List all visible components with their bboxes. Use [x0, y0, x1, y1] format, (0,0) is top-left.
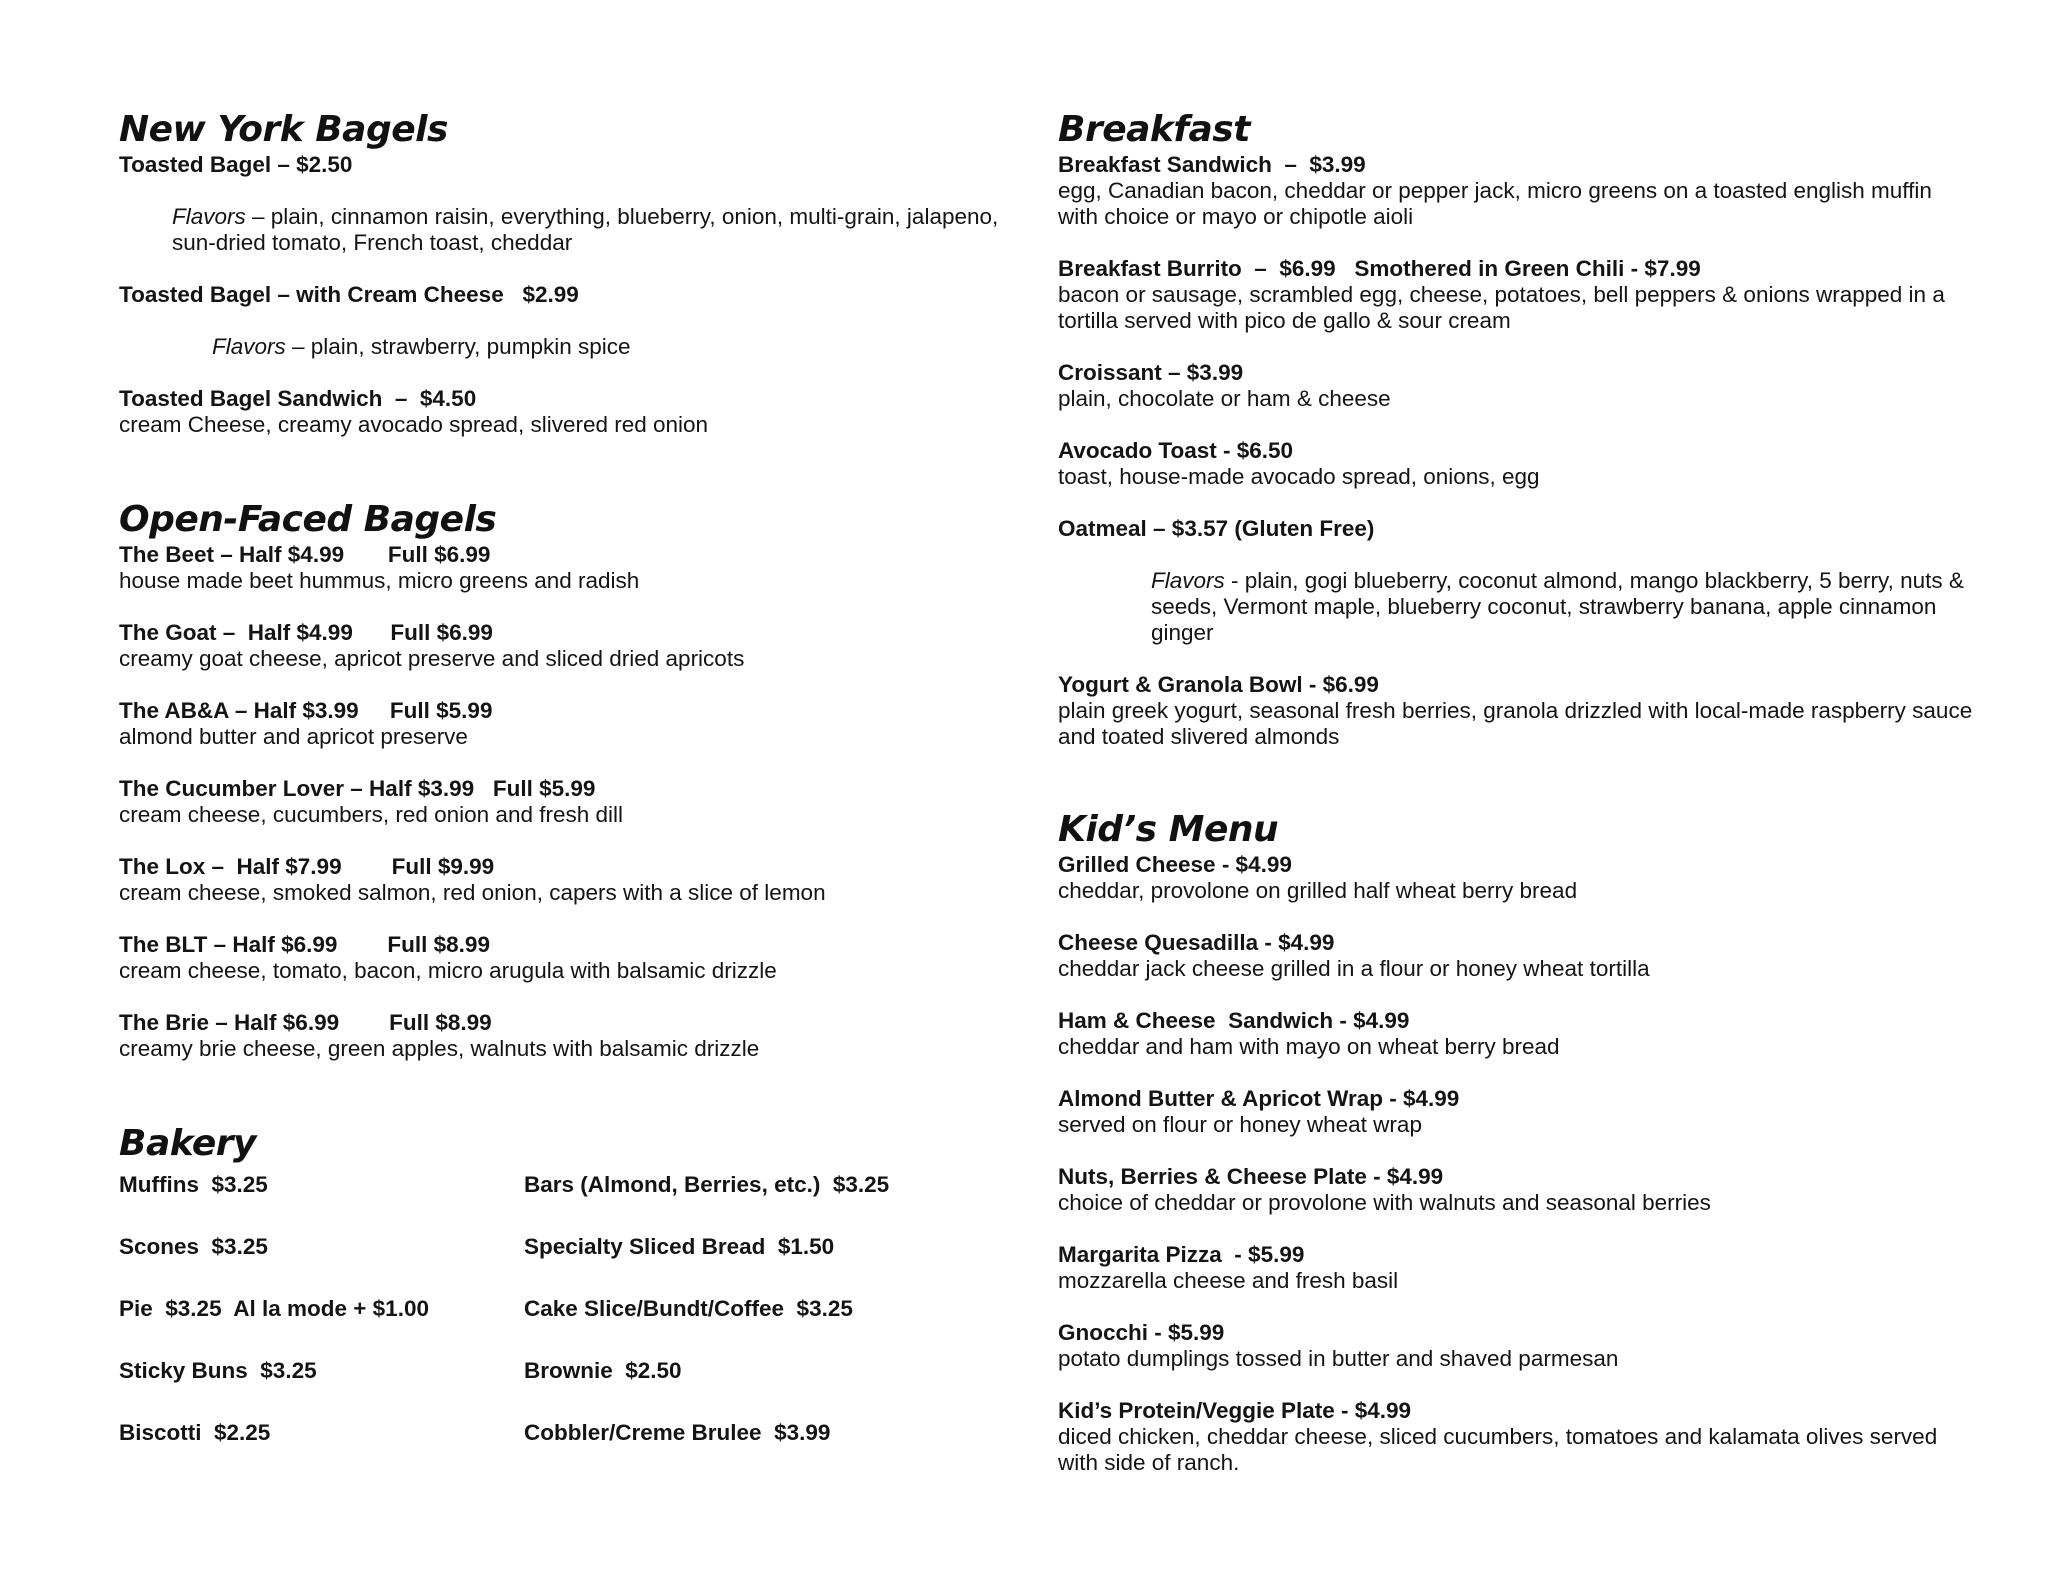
right-column — [1058, 108, 1978, 1502]
item-title: Toasted Bagel Sandwich – $4.50 — [119, 386, 477, 411]
item-title: Ham & Cheese Sandwich - $4.99 — [1058, 1008, 1410, 1033]
flavors-label: Flavors — [172, 204, 246, 229]
item-title: The BLT – Half $6.99 Full $8.99 — [119, 932, 490, 957]
flavors-label: Flavors — [1151, 568, 1225, 593]
bakery-item: Cake Slice/Bundt/Coffee $3.25 — [524, 1296, 853, 1321]
menu-item — [119, 542, 999, 594]
item-title: Breakfast Sandwich – $3.99 — [1058, 152, 1366, 177]
item-description: plain greek yogurt, seasonal fresh berries, granola drizzled with local-made raspberry sauce and toated slivered almonds — [1058, 698, 1973, 749]
menu-item — [119, 698, 999, 750]
section-title: Open-Faced Bagels — [119, 499, 497, 540]
menu-item — [119, 152, 999, 178]
menu-item — [119, 776, 999, 828]
item-description: choice of cheddar or provolone with walnuts and seasonal berries — [1058, 1190, 1711, 1215]
item-description: bacon or sausage, scrambled egg, cheese, potatoes, bell peppers & onions wrapped in a tortilla served with pico de gallo & sour cream — [1058, 282, 1945, 333]
menu-item — [1058, 930, 1978, 982]
menu-item — [1058, 1008, 1978, 1060]
section-title: Breakfast — [1058, 109, 1250, 150]
bakery-list — [119, 1172, 999, 1446]
item-description: creamy brie cheese, green apples, walnuts with balsamic drizzle — [119, 1036, 760, 1061]
menu-item — [1058, 852, 1978, 904]
item-title: Cheese Quesadilla - $4.99 — [1058, 930, 1335, 955]
item-title: The Beet – Half $4.99 Full $6.99 — [119, 542, 491, 567]
menu-item — [119, 1010, 999, 1062]
menu-item — [1058, 672, 1978, 750]
bakery-item: Brownie $2.50 — [524, 1358, 682, 1383]
section-new-york-bagels — [119, 108, 999, 438]
item-title: The Brie – Half $6.99 Full $8.99 — [119, 1010, 492, 1035]
item-description: cream cheese, smoked salmon, red onion, capers with a slice of lemon — [119, 880, 826, 905]
flavors-label: Flavors — [212, 334, 286, 359]
item-title: The Cucumber Lover – Half $3.99 Full $5.99 — [119, 776, 596, 801]
menu-item — [1058, 516, 1978, 542]
item-description: cream cheese, tomato, bacon, micro arugula with balsamic drizzle — [119, 958, 777, 983]
item-title: Croissant – $3.99 — [1058, 360, 1244, 385]
menu-item — [119, 386, 999, 438]
item-title: Kid’s Protein/Veggie Plate - $4.99 — [1058, 1398, 1412, 1423]
menu-item — [1058, 1320, 1978, 1372]
menu-item — [1058, 1086, 1978, 1138]
section-breakfast — [1058, 108, 1978, 750]
section-open-faced-bagels — [119, 498, 999, 1062]
item-description: toast, house-made avocado spread, onions, egg — [1058, 464, 1540, 489]
item-title: Yogurt & Granola Bowl - $6.99 — [1058, 672, 1379, 697]
menu-item — [119, 620, 999, 672]
item-description: house made beet hummus, micro greens and radish — [119, 568, 640, 593]
left-column — [119, 108, 999, 1446]
menu-item — [1058, 1164, 1978, 1216]
bakery-item: Sticky Buns $3.25 — [119, 1358, 317, 1383]
item-description: creamy goat cheese, apricot preserve and sliced dried apricots — [119, 646, 745, 671]
item-description: diced chicken, cheddar cheese, sliced cucumbers, tomatoes and kalamata olives served with side of ranch. — [1058, 1424, 1938, 1475]
section-bakery — [119, 1122, 999, 1446]
item-title: Margarita Pizza - $5.99 — [1058, 1242, 1305, 1267]
bakery-item: Pie $3.25 Al la mode + $1.00 — [119, 1296, 429, 1321]
flavors-text: – plain, cinnamon raisin, everything, blueberry, onion, multi-grain, jalapeno, sun-dried tomato, French toast, cheddar — [172, 204, 999, 255]
bakery-item: Specialty Sliced Bread $1.50 — [524, 1234, 835, 1259]
menu-item — [1058, 256, 1978, 334]
menu-item — [119, 282, 999, 308]
menu-item — [119, 854, 999, 906]
flavors-text: – plain, strawberry, pumpkin spice — [285, 334, 631, 359]
flavors-text: - plain, gogi blueberry, coconut almond, mango blackberry, 5 berry, nuts & seeds, Vermont maple, blueberry coconut, strawberry banana, apple cinnamon ginger — [1151, 568, 1964, 645]
item-description: served on flour or honey wheat wrap — [1058, 1112, 1422, 1137]
menu-item — [1058, 152, 1978, 230]
item-description: cheddar jack cheese grilled in a flour or honey wheat tortilla — [1058, 956, 1650, 981]
flavors-list — [119, 334, 999, 360]
menu-item — [1058, 1242, 1978, 1294]
item-description: almond butter and apricot preserve — [119, 724, 468, 749]
flavors-list — [119, 204, 999, 256]
section-title: New York Bagels — [119, 109, 448, 150]
flavors-list — [1058, 568, 1978, 646]
item-description: mozzarella cheese and fresh basil — [1058, 1268, 1399, 1293]
menu-item — [1058, 1398, 1978, 1476]
item-description: cream Cheese, creamy avocado spread, slivered red onion — [119, 412, 709, 437]
item-description: plain, chocolate or ham & cheese — [1058, 386, 1391, 411]
bakery-item: Cobbler/Creme Brulee $3.99 — [524, 1420, 831, 1445]
section-title: Kid’s Menu — [1058, 809, 1279, 850]
menu-item — [1058, 360, 1978, 412]
bakery-item: Bars (Almond, Berries, etc.) $3.25 — [524, 1172, 890, 1197]
section-kids-menu — [1058, 808, 1978, 1476]
item-description: potato dumplings tossed in butter and shaved parmesan — [1058, 1346, 1619, 1371]
item-title: Nuts, Berries & Cheese Plate - $4.99 — [1058, 1164, 1444, 1189]
item-title: Breakfast Burrito – $6.99 Smothered in Green Chili - $7.99 — [1058, 256, 1701, 281]
item-title: Toasted Bagel – with Cream Cheese $2.99 — [119, 282, 579, 307]
item-title: Grilled Cheese - $4.99 — [1058, 852, 1292, 877]
item-description: cheddar and ham with mayo on wheat berry bread — [1058, 1034, 1560, 1059]
item-title: The Goat – Half $4.99 Full $6.99 — [119, 620, 493, 645]
bakery-item: Biscotti $2.25 — [119, 1420, 271, 1445]
item-description: cheddar, provolone on grilled half wheat berry bread — [1058, 878, 1578, 903]
menu-item — [119, 932, 999, 984]
bakery-item: Muffins $3.25 — [119, 1172, 268, 1197]
section-title: Bakery — [119, 1123, 257, 1164]
item-title: Oatmeal – $3.57 (Gluten Free) — [1058, 516, 1375, 541]
item-title: The AB&A – Half $3.99 Full $5.99 — [119, 698, 493, 723]
bakery-item: Scones $3.25 — [119, 1234, 268, 1259]
item-title: Gnocchi - $5.99 — [1058, 1320, 1225, 1345]
item-title: Toasted Bagel – $2.50 — [119, 152, 353, 177]
menu-item — [1058, 438, 1978, 490]
item-description: egg, Canadian bacon, cheddar or pepper jack, micro greens on a toasted english muffin with choice or mayo or chipotle aioli — [1058, 178, 1932, 229]
item-title: The Lox – Half $7.99 Full $9.99 — [119, 854, 495, 879]
item-description: cream cheese, cucumbers, red onion and fresh dill — [119, 802, 624, 827]
item-title: Almond Butter & Apricot Wrap - $4.99 — [1058, 1086, 1460, 1111]
item-title: Avocado Toast - $6.50 — [1058, 438, 1294, 463]
